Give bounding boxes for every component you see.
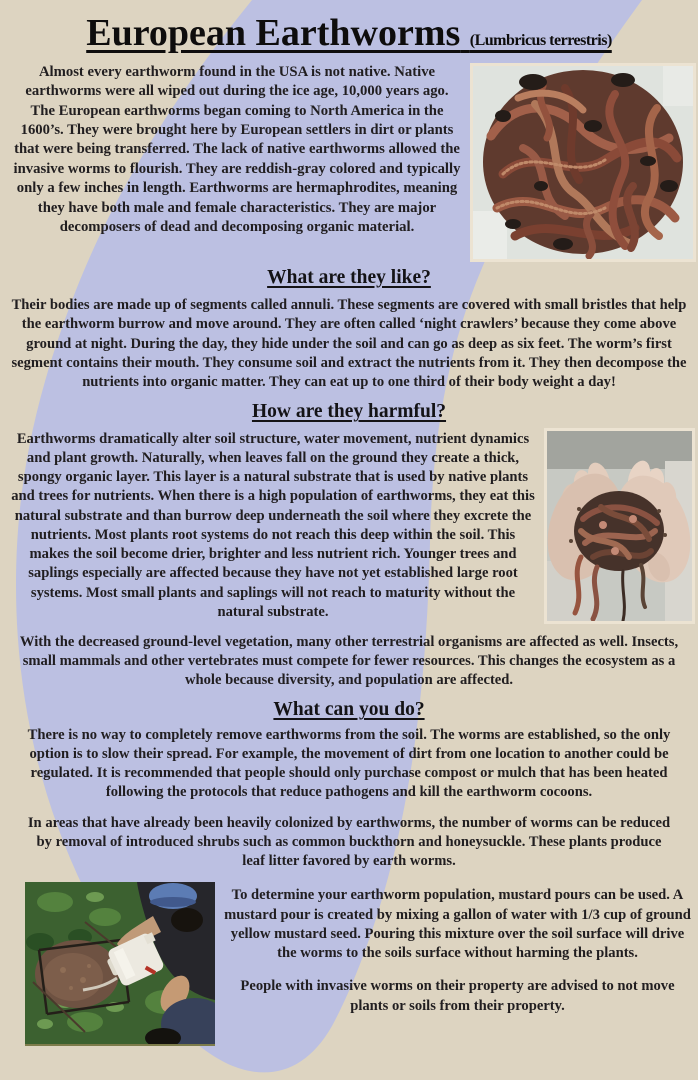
section-heading-what-can-you-do: What can you do? (273, 699, 425, 721)
mustard-pour-section (0, 882, 698, 1046)
harmful-section (0, 428, 698, 624)
paragraph-harmful-1: Earthworms dramatically alter soil structure, water movement, nutrient dynamics and plant growth. Naturally, when leaves fall on the ground they create a thick, spongy organic layer. This layer is a natural substrate that is used by native plants and trees for nutrients. When there is a high population of earthworms, they eat this natural substrate and than burrow deep underneath the soil where they excrete the nutrients. Most plants root systems do not reach this deep within the soil. This makes the soil become drier, brighter and less nutrient rich. Younger trees and saplings especially are affected because they have not yet established large root systems. Most small plants and saplings will not reach to maturity without the natural substrate. (11, 430, 535, 620)
paragraph-do-3: To determine your earthworm population, mustard pours can be used. A mustard pour is created by mixing a gallon of water with 1/3 cup of ground yellow mustard seed. Pouring this mixture over the soil surface will drive the worms to the soils surface without harming the plants. (224, 887, 691, 962)
title-text: European Earthworms (86, 12, 461, 54)
paragraph-do-1: There is no way to completely remove earthworms from the soil. The worms are established, so the only option is to slow their spread. For example, the movement of dirt from one location to another could be regulated. It is recommended that people should only purchase compost or mulch that has been heated following the protocols that reduce pathogens and kill the earthworm cocoons. (27, 726, 671, 801)
section-heading-what-are-they-like: What are they like? (267, 266, 431, 288)
latin-name: (Lumbricus terrestris) (469, 32, 612, 49)
intro-paragraph: Almost every earthworm found in the USA is not native. Native earthworms were all wiped out during the ice age, 10,000 years ago. The European earthworms began coming to North America in the 1600’s. They were brought here by European settlers in dirt or plants that were being transferred. The lack of native earthworms allowed the invasive worms to flourish. They are reddish-gray colored and typically only a few inches in length. Earthworms are hermaphrodites, meaning they have both male and female characteristics. They are major decomposers of dead and decomposing organic material. (13, 63, 461, 236)
intro-section (0, 55, 698, 262)
earthworm-mass-photo (470, 63, 696, 262)
paragraph-what-are-they-like: Their bodies are made up of segments called annuli. These segments are covered with small bristles that help the earthworm burrow and move around. They are often called ‘night crawlers’ because they come above ground at night. During the day, they hide under the soil and can go as deep as six feet. The worm’s first segment contains their mouth. They consume soil and extract the nutrients from it. They then decompose the nutrients into organic matter. They can eat up to one third of their body weight a day! (11, 297, 687, 391)
hands-holding-worms-photo (544, 428, 695, 624)
mustard-pour-text-column (215, 882, 698, 1016)
section-heading-how-are-they-harmful: How are they harmful? (251, 401, 447, 423)
paragraph-do-4: People with invasive worms on their property are advised to not move plants or soils from their property. (240, 978, 675, 1014)
paragraph-do-2: In areas that have already been heavily colonized by earthworms, the number of worms can be reduced by removal of introduced shrubs such as common buckthorn and honeysuckle. These plants produce leaf litter favored by earth worms. (27, 814, 671, 870)
page-title (0, 0, 698, 55)
mustard-pour-photo (25, 882, 215, 1046)
paragraph-harmful-2: With the decreased ground-level vegetation, many other terrestrial organisms are affected as well. Insects, small mammals and other vertebrates must compete for fewer resources. This changes the ecosystem as a whole because diversity, and population are affected. (19, 633, 679, 689)
